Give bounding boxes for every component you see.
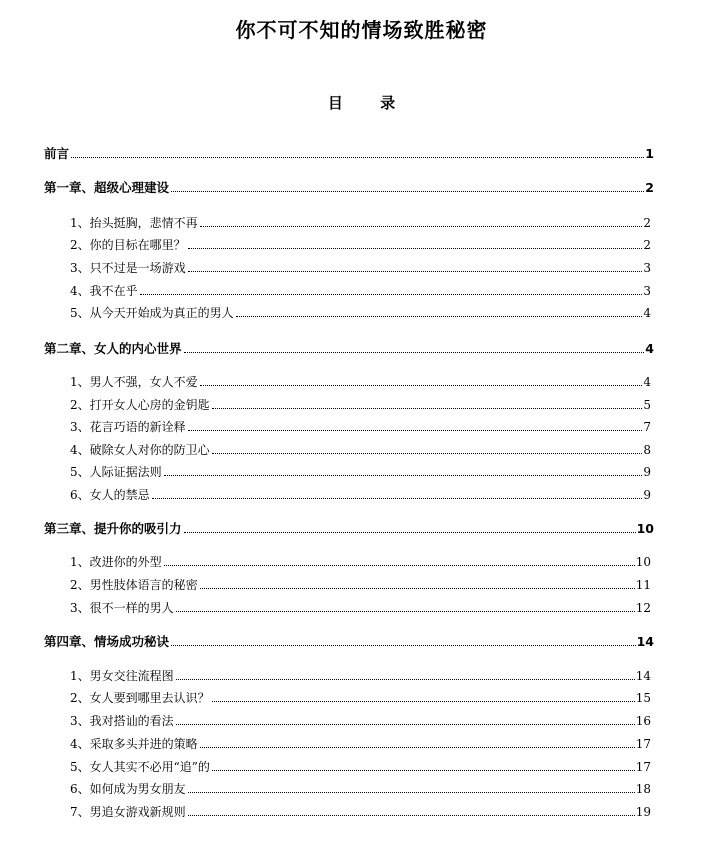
- toc-page-number: 5: [643, 398, 651, 412]
- toc-entry-label: 前言: [44, 146, 70, 161]
- toc-leader-dots: [212, 770, 635, 771]
- toc-section-entry[interactable]: [0, 733, 723, 751]
- toc-page-number: 2: [643, 216, 651, 230]
- toc-entry-label: 5、女人其实不必用“追”的: [70, 760, 210, 774]
- toc-section-entry[interactable]: [0, 212, 723, 230]
- document-title: 你不可不知的情场致胜秘密: [235, 18, 488, 42]
- toc-leader-dots: [184, 352, 645, 353]
- toc-section-entry[interactable]: [0, 280, 723, 298]
- toc-page-number: 16: [635, 714, 651, 728]
- toc-leader-dots: [188, 271, 643, 272]
- toc-entry-label: 1、男人不强，女人不爱: [70, 375, 198, 389]
- toc-page-number: 19: [635, 805, 651, 819]
- toc-entry-label: 第三章、提升你的吸引力: [44, 521, 182, 536]
- toc-page-number: 9: [643, 465, 651, 479]
- toc-entry-label: 4、采取多头并进的策略: [70, 737, 198, 751]
- toc-section-entry[interactable]: [0, 597, 723, 615]
- toc-page-number: 3: [643, 284, 651, 298]
- toc-entry-label: 第一章、超级心理建设: [44, 180, 170, 195]
- toc-entry-label: 第四章、情场成功秘诀: [44, 634, 170, 649]
- toc-entry-label: 1、男女交往流程图: [70, 669, 174, 683]
- toc-chapter-entry[interactable]: [0, 518, 723, 536]
- toc-leader-dots: [212, 453, 643, 454]
- toc-page-number: 18: [635, 782, 651, 796]
- toc-section-entry[interactable]: [0, 484, 723, 502]
- toc-leader-dots: [188, 792, 635, 793]
- toc-section-entry[interactable]: [0, 461, 723, 479]
- toc-page-number: 8: [643, 443, 651, 457]
- toc-page-number: 4: [643, 375, 651, 389]
- toc-page-number: 3: [643, 261, 651, 275]
- toc-leader-dots: [176, 679, 635, 680]
- toc-page-number: 15: [635, 691, 651, 705]
- toc-entry-label: 7、男追女游戏新规则: [70, 805, 186, 819]
- toc-leader-dots: [200, 385, 643, 386]
- toc-leader-dots: [176, 611, 635, 612]
- toc-page-number: 7: [643, 420, 651, 434]
- toc-page-number: 17: [635, 760, 651, 774]
- toc-entry-label: 3、很不一样的男人: [70, 601, 174, 615]
- toc-entry-label: 6、如何成为男女朋友: [70, 782, 186, 796]
- toc-section-entry[interactable]: [0, 394, 723, 412]
- toc-leader-dots: [200, 747, 635, 748]
- toc-section-entry[interactable]: [0, 551, 723, 569]
- toc-section-entry[interactable]: [0, 234, 723, 252]
- toc-leader-dots: [188, 430, 643, 431]
- toc-entry-label: 3、只不过是一场游戏: [70, 261, 186, 275]
- toc-leader-dots: [140, 294, 643, 295]
- toc-section-entry[interactable]: [0, 257, 723, 275]
- toc-leader-dots: [236, 316, 643, 317]
- toc-chapter-entry[interactable]: [0, 338, 723, 356]
- toc-leader-dots: [176, 724, 635, 725]
- toc-chapter-entry[interactable]: [0, 631, 723, 649]
- toc-entry-label: 第二章、女人的内心世界: [44, 341, 182, 356]
- toc-page-number: 1: [645, 146, 654, 161]
- toc-entry-label: 3、我对搭讪的看法: [70, 714, 174, 728]
- toc-page-number: 9: [643, 488, 651, 502]
- toc-section-entry[interactable]: [0, 574, 723, 592]
- toc-leader-dots: [152, 498, 643, 499]
- toc-leader-dots: [212, 408, 643, 409]
- toc-entry-label: 3、花言巧语的新诠释: [70, 420, 186, 434]
- toc-leader-dots: [164, 475, 643, 476]
- toc-leader-dots: [71, 157, 644, 158]
- toc-entry-label: 2、打开女人心房的金钥匙: [70, 398, 210, 412]
- toc-page-number: 14: [635, 669, 651, 683]
- toc-page-number: 4: [645, 341, 654, 356]
- toc-chapter-entry[interactable]: [0, 143, 723, 161]
- toc-entry-label: 1、改进你的外型: [70, 555, 162, 569]
- toc-page-number: 10: [635, 555, 651, 569]
- toc-entry-label: 6、女人的禁忌: [70, 488, 150, 502]
- toc-entry-label: 2、女人要到哪里去认识？: [70, 691, 210, 705]
- toc-leader-dots: [171, 645, 636, 646]
- toc-entry-label: 2、你的目标在哪里？: [70, 238, 186, 252]
- toc-page-number: 2: [645, 180, 654, 195]
- toc-leader-dots: [200, 588, 635, 589]
- toc-page-number: 2: [643, 238, 651, 252]
- toc-page-number: 17: [635, 737, 651, 751]
- toc-page-number: 12: [635, 601, 651, 615]
- toc-section-entry[interactable]: [0, 778, 723, 796]
- toc-section-entry[interactable]: [0, 801, 723, 819]
- toc-section-entry[interactable]: [0, 302, 723, 320]
- toc-entry-label: 4、我不在乎: [70, 284, 138, 298]
- toc-entry-label: 1、抬头挺胸，悲情不再: [70, 216, 198, 230]
- toc-page-number: 11: [635, 578, 651, 592]
- toc-section-entry[interactable]: [0, 371, 723, 389]
- toc-page-number: 10: [636, 521, 654, 536]
- toc-heading: 目 录: [327, 94, 412, 112]
- toc-entry-label: 5、人际证据法则: [70, 465, 162, 479]
- toc-leader-dots: [188, 248, 643, 249]
- toc-leader-dots: [200, 226, 643, 227]
- toc-section-entry[interactable]: [0, 439, 723, 457]
- toc-leader-dots: [184, 532, 636, 533]
- toc-section-entry[interactable]: [0, 756, 723, 774]
- toc-page-number: 4: [643, 306, 651, 320]
- toc-section-entry[interactable]: [0, 710, 723, 728]
- toc-section-entry[interactable]: [0, 416, 723, 434]
- toc-entry-label: 4、破除女人对你的防卫心: [70, 443, 210, 457]
- toc-leader-dots: [171, 191, 644, 192]
- toc-entry-label: 5、从今天开始成为真正的男人: [70, 306, 234, 320]
- toc-leader-dots: [188, 815, 635, 816]
- toc-page-number: 14: [636, 634, 654, 649]
- toc-leader-dots: [212, 701, 635, 702]
- toc-chapter-entry[interactable]: [0, 177, 723, 195]
- toc-section-entry[interactable]: [0, 665, 723, 683]
- toc-section-entry[interactable]: [0, 687, 723, 705]
- toc-leader-dots: [164, 565, 635, 566]
- toc-entry-label: 2、男性肢体语言的秘密: [70, 578, 198, 592]
